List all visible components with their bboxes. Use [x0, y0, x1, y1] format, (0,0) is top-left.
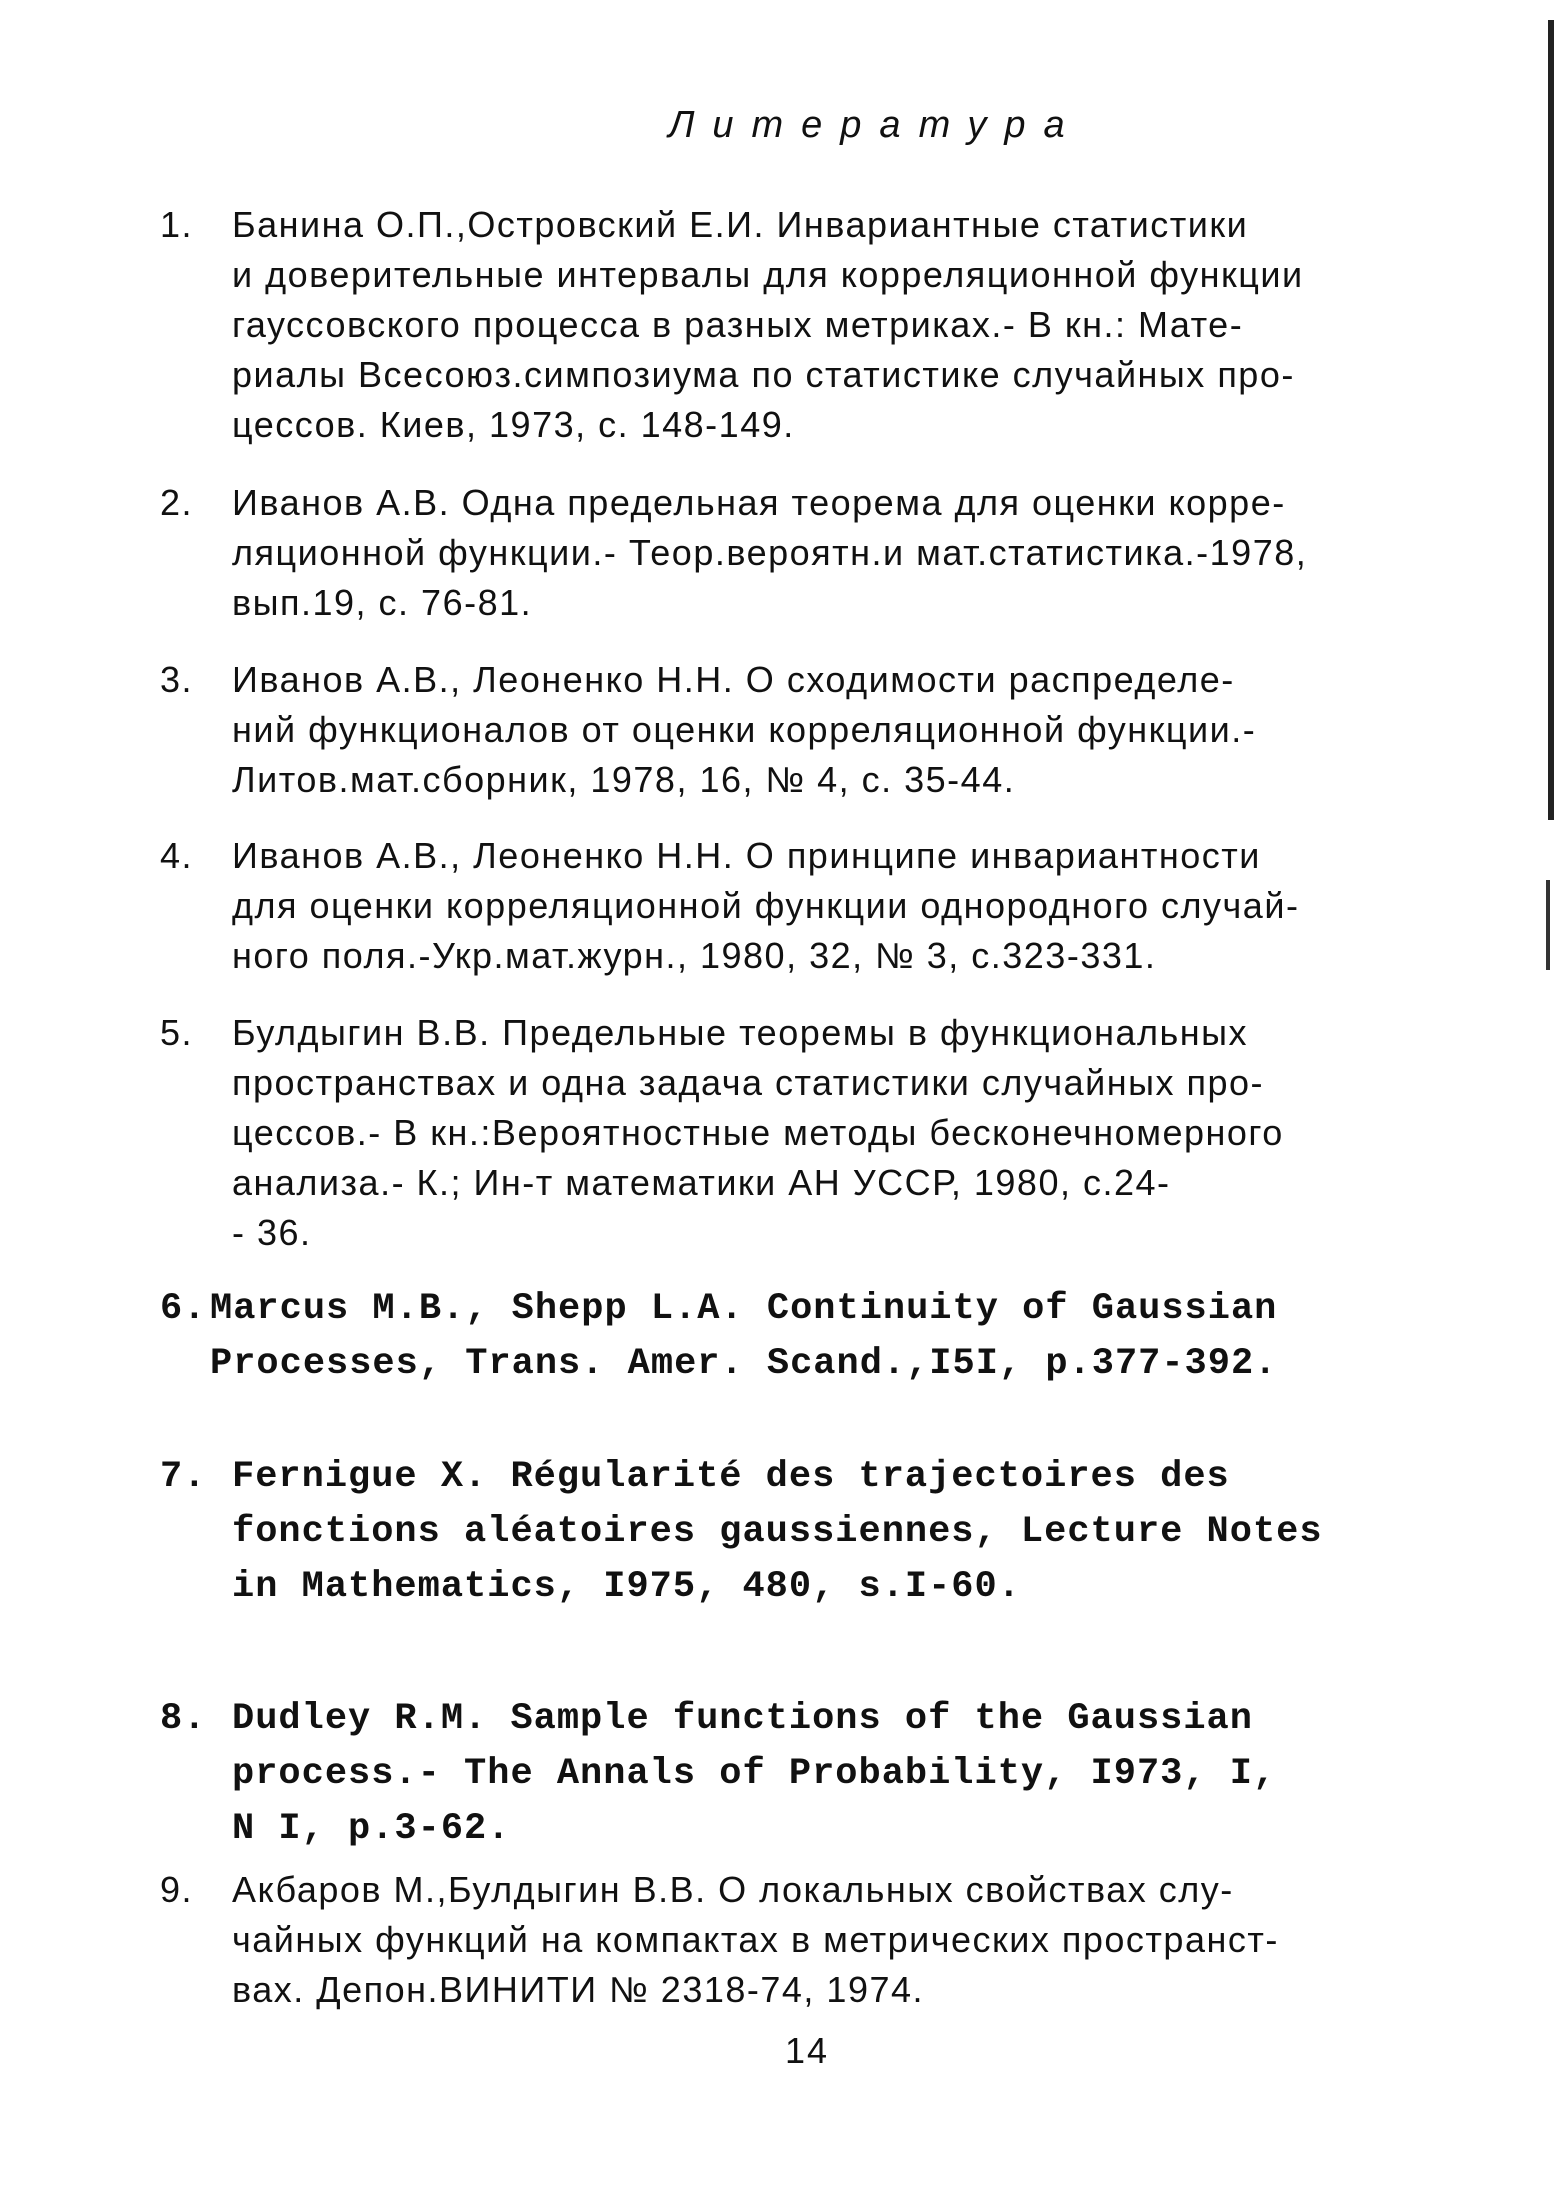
page-title: Литература: [668, 104, 1083, 146]
reference-item: [160, 1865, 1500, 2015]
scan-edge-line-lower: [1546, 880, 1550, 970]
reference-item: [160, 1450, 1500, 1615]
reference-text: Иванов А.В. Одна предельная теорема для оценки корре- ляционной функции.- Теор.вероятн.и мат.статистика.-1978, вып.19, с. 76-81.: [232, 482, 1308, 623]
reference-number: 1.: [160, 204, 194, 245]
reference-number: 9.: [160, 1869, 194, 1910]
reference-number: 4.: [160, 835, 194, 876]
reference-number: 8.: [160, 1698, 207, 1740]
reference-number: 2.: [160, 482, 194, 523]
reference-number: 6.: [160, 1288, 207, 1330]
reference-text: Банина О.П.,Островский Е.И. Инвариантные статистики и доверительные интервалы для корреляционной функции гауссовского процесса в разных метриках.- В кн.: Мате- риалы Всесоюз.симпозиума по статистике случайных про- цессов. Киев, 1973, с. 148-149.: [232, 204, 1304, 445]
reference-text: Булдыгин В.В. Предельные теоремы в функциональных пространствах и одна задача статистики случайных про- цессов.- В кн.:Вероятностные методы бесконечномерного анализа.- К.; Ин-т математики АН УССР, 1980, с.24- - 36.: [232, 1012, 1284, 1253]
reference-item: [160, 831, 1500, 981]
reference-item: [160, 655, 1500, 805]
reference-item: [160, 1692, 1500, 1857]
page-number: 14: [785, 2030, 830, 2071]
reference-number: 5.: [160, 1012, 194, 1053]
reference-text: Marcus M.B., Shepp L.A. Continuity of Gaussian Processes, Trans. Amer. Scand.,I5I, p.377-392.: [210, 1288, 1278, 1385]
reference-text: Акбаров М.,Булдыгин В.В. О локальных свойствах слу- чайных функций на компактах в метрических пространст- вах. Депон.ВИНИТИ № 2318-74, 1974.: [232, 1869, 1279, 2010]
reference-text: Dudley R.M. Sample functions of the Gaussian process.- The Annals of Probability, I973, I, N I, p.3-62.: [232, 1698, 1277, 1850]
reference-item: [160, 1282, 1500, 1392]
reference-number: 7.: [160, 1456, 207, 1498]
reference-number: 3.: [160, 659, 194, 700]
reference-text: Иванов А.В., Леоненко Н.Н. О сходимости распределе- ний функционалов от оценки корреляционной функции.- Литов.мат.сборник, 1978, 16, № 4, с. 35-44.: [232, 659, 1257, 800]
reference-text: Fernigue X. Régularité des trajectoires des fonctions aléatoires gaussiennes, Lecture Notes in Mathematics, I975, 480, s.I-60.: [232, 1456, 1323, 1608]
reference-item: [160, 200, 1500, 450]
reference-item: [160, 478, 1500, 628]
reference-item: [160, 1008, 1500, 1258]
reference-text: Иванов А.В., Леоненко Н.Н. О принципе инвариантности для оценки корреляционной функции однородного случай- ного поля.-Укр.мат.журн., 1980, 32, № 3, с.323-331.: [232, 835, 1300, 976]
